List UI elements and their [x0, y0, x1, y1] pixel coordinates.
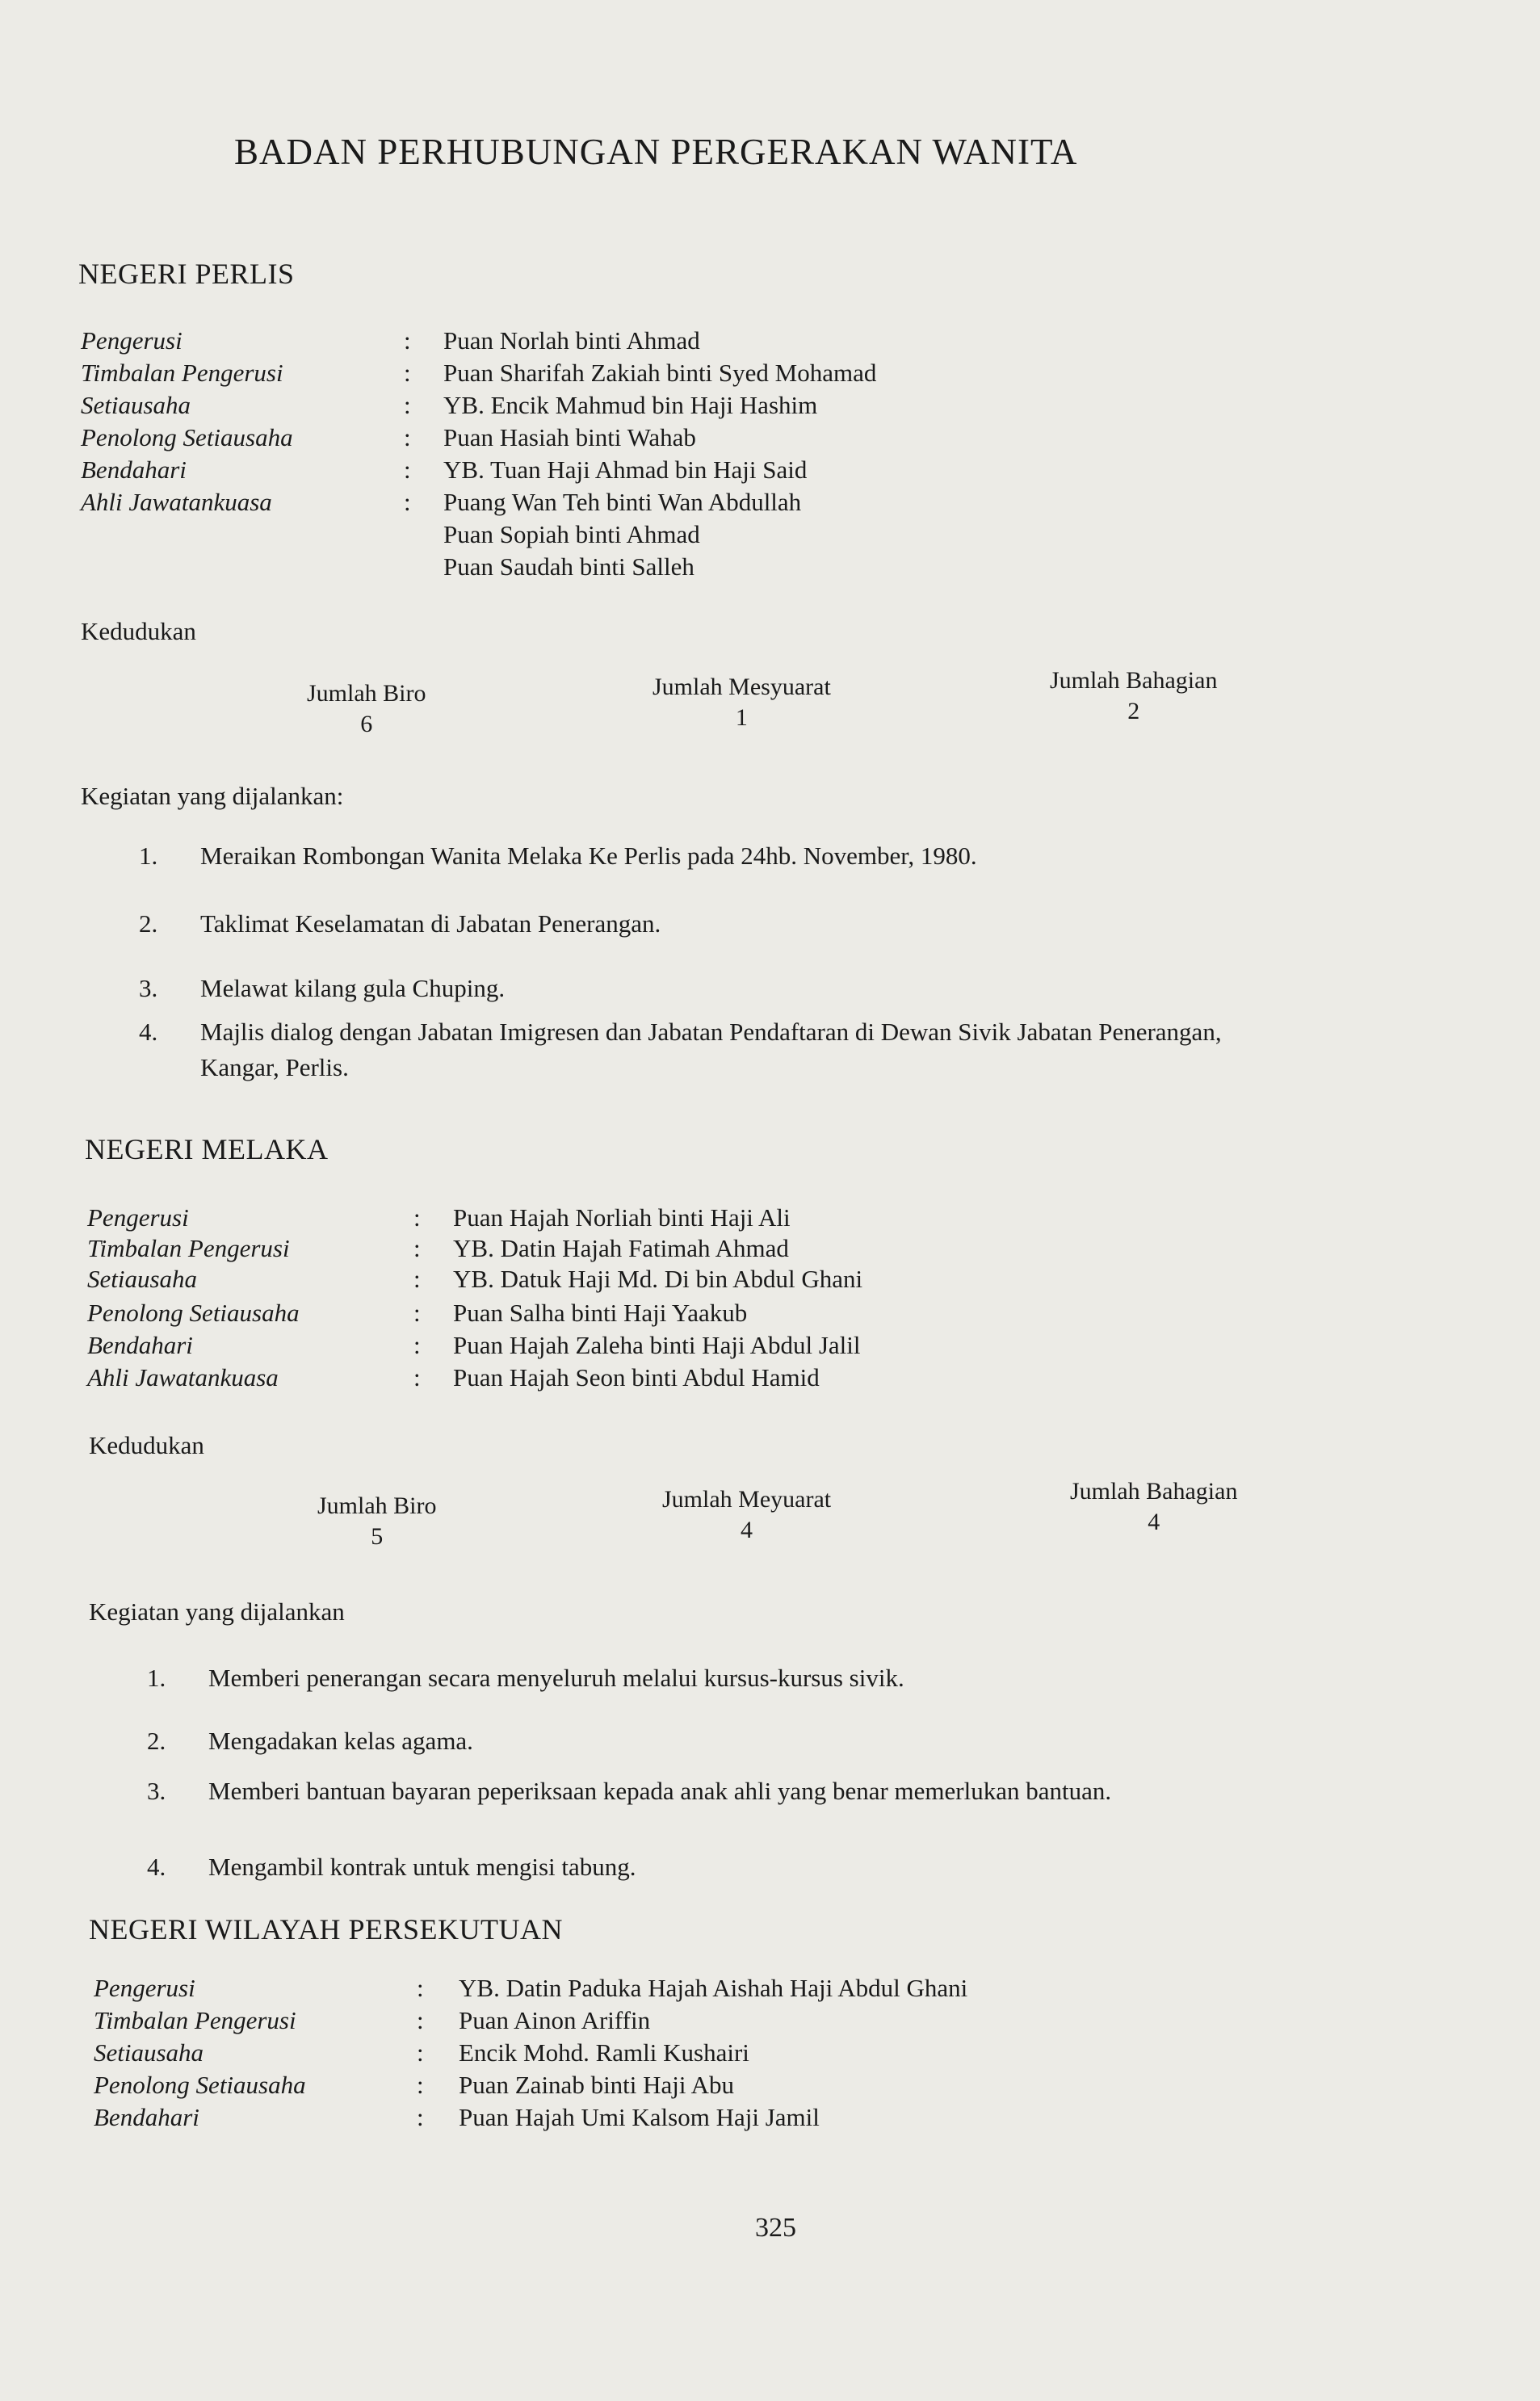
colon: : — [404, 359, 411, 387]
officer-role: Ahli Jawatankuasa — [87, 1363, 279, 1391]
officer-name: Puan Zainab binti Haji Abu — [459, 2071, 734, 2099]
kegiatan-label: Kegiatan yang dijalankan — [89, 1597, 345, 1626]
stat-label: Jumlah Bahagian — [1050, 667, 1218, 694]
colon: : — [417, 2006, 424, 2034]
stat-label: Jumlah Biro — [317, 1492, 437, 1519]
item-number: 1. — [147, 1664, 166, 1692]
officer-role: Timbalan Pengerusi — [87, 1234, 290, 1262]
officer-name: Puan Norlah binti Ahmad — [443, 326, 700, 355]
officer-name: Puan Sopiah binti Ahmad — [443, 520, 700, 548]
item-text: Mengambil kontrak untuk mengisi tabung. — [208, 1853, 636, 1881]
officer-role: Ahli Jawatankuasa — [81, 488, 272, 516]
item-number: 2. — [147, 1727, 166, 1755]
stat-biro — [317, 1492, 437, 1551]
officer-role: Timbalan Pengerusi — [81, 359, 283, 387]
colon: : — [417, 2071, 424, 2099]
stat-value: 2 — [1127, 698, 1140, 724]
stat-biro — [307, 680, 426, 738]
section-heading-melaka: NEGERI MELAKA — [85, 1133, 329, 1165]
officer-name: Puan Hajah Zaleha binti Haji Abdul Jalil — [453, 1331, 861, 1359]
stat-label: Jumlah Mesyuarat — [653, 674, 831, 700]
item-number: 3. — [147, 1777, 166, 1805]
item-text: Taklimat Keselamatan di Jabatan Penerangan. — [200, 909, 661, 938]
item-number: 1. — [139, 842, 158, 870]
officer-role: Timbalan Pengerusi — [94, 2006, 296, 2034]
officer-name: YB. Datin Hajah Fatimah Ahmad — [453, 1234, 789, 1262]
section-heading-wilayah: NEGERI WILAYAH PERSEKUTUAN — [89, 1913, 563, 1946]
officer-role: Setiausaha — [94, 2038, 204, 2067]
officer-name: Puan Ainon Ariffin — [459, 2006, 651, 2034]
item-number: 4. — [139, 1018, 158, 1046]
item-text: Memberi penerangan secara menyeluruh melalui kursus-kursus sivik. — [208, 1664, 904, 1692]
stat-label: Jumlah Bahagian — [1070, 1478, 1238, 1505]
officer-name: YB. Tuan Haji Ahmad bin Haji Said — [443, 455, 808, 484]
item-text: Memberi bantuan bayaran peperiksaan kepada anak ahli yang benar memerlukan bantuan. — [208, 1777, 1112, 1805]
officer-name: Puan Sharifah Zakiah binti Syed Mohamad — [443, 359, 877, 387]
colon: : — [417, 1974, 424, 2002]
officer-role: Bendahari — [81, 455, 187, 484]
item-text: Kangar, Perlis. — [200, 1053, 349, 1081]
item-text: Mengadakan kelas agama. — [208, 1727, 473, 1755]
officer-name: Puan Hasiah binti Wahab — [443, 423, 696, 451]
officer-role: Penolong Setiausaha — [87, 1299, 300, 1327]
stat-value: 6 — [360, 711, 373, 737]
colon: : — [417, 2038, 424, 2067]
officer-role: Setiausaha — [87, 1265, 198, 1293]
stat-value: 4 — [1148, 1509, 1160, 1535]
kedudukan-label: Kedudukan — [89, 1431, 204, 1459]
officer-role: Pengerusi — [94, 1974, 195, 2002]
stat-label: Jumlah Biro — [307, 680, 426, 707]
officer-role: Setiausaha — [81, 391, 191, 419]
officer-name: YB. Encik Mahmud bin Haji Hashim — [443, 391, 818, 419]
item-text: Majlis dialog dengan Jabatan Imigresen dan Jabatan Pendaftaran di Dewan Sivik Jabatan Penerangan, — [200, 1018, 1222, 1046]
officer-name: Puan Saudah binti Salleh — [443, 552, 694, 581]
colon: : — [413, 1203, 421, 1232]
officer-name: Encik Mohd. Ramli Kushairi — [459, 2038, 749, 2067]
officer-role: Pengerusi — [81, 326, 183, 355]
officer-role: Penolong Setiausaha — [94, 2071, 306, 2099]
officer-name: Puan Salha binti Haji Yaakub — [453, 1299, 748, 1327]
officer-role: Bendahari — [87, 1331, 193, 1359]
officer-name: Puan Hajah Umi Kalsom Haji Jamil — [459, 2103, 820, 2131]
stat-mesyuarat — [662, 1486, 831, 1544]
officer-role: Bendahari — [94, 2103, 199, 2131]
section-heading-perlis: NEGERI PERLIS — [78, 258, 295, 290]
stat-bahagian — [1070, 1478, 1237, 1536]
colon: : — [404, 326, 411, 355]
colon: : — [404, 391, 411, 419]
colon: : — [404, 423, 411, 451]
officer-role: Penolong Setiausaha — [81, 423, 293, 451]
stat-mesyuarat — [653, 674, 831, 732]
colon: : — [413, 1331, 421, 1359]
colon: : — [413, 1299, 421, 1327]
item-text: Melawat kilang gula Chuping. — [200, 974, 506, 1002]
officer-name: Puan Hajah Norliah binti Haji Ali — [453, 1203, 791, 1232]
page-title: BADAN PERHUBUNGAN PERGERAKAN WANITA — [234, 132, 1078, 172]
colon: : — [413, 1234, 421, 1262]
item-text: Meraikan Rombongan Wanita Melaka Ke Perlis pada 24hb. November, 1980. — [200, 842, 977, 870]
item-number: 4. — [147, 1853, 166, 1881]
kedudukan-label: Kedudukan — [81, 617, 196, 645]
colon: : — [413, 1265, 421, 1293]
colon: : — [413, 1363, 421, 1391]
item-number: 3. — [139, 974, 158, 1002]
colon: : — [417, 2103, 424, 2131]
officer-name: Puan Hajah Seon binti Abdul Hamid — [453, 1363, 820, 1391]
officer-name: YB. Datuk Haji Md. Di bin Abdul Ghani — [453, 1265, 863, 1293]
colon: : — [404, 488, 411, 516]
officer-name: Puang Wan Teh binti Wan Abdullah — [443, 488, 802, 516]
officer-role: Pengerusi — [87, 1203, 189, 1232]
kegiatan-label: Kegiatan yang dijalankan: — [81, 782, 344, 810]
stat-label: Jumlah Meyuarat — [662, 1486, 832, 1513]
stat-bahagian — [1050, 667, 1217, 725]
officer-name: YB. Datin Paduka Hajah Aishah Haji Abdul Ghani — [459, 1974, 968, 2002]
item-number: 2. — [139, 909, 158, 938]
stat-value: 4 — [741, 1517, 753, 1543]
page-number: 325 — [755, 2213, 796, 2243]
stat-value: 5 — [371, 1523, 384, 1550]
colon: : — [404, 455, 411, 484]
stat-value: 1 — [735, 704, 748, 731]
